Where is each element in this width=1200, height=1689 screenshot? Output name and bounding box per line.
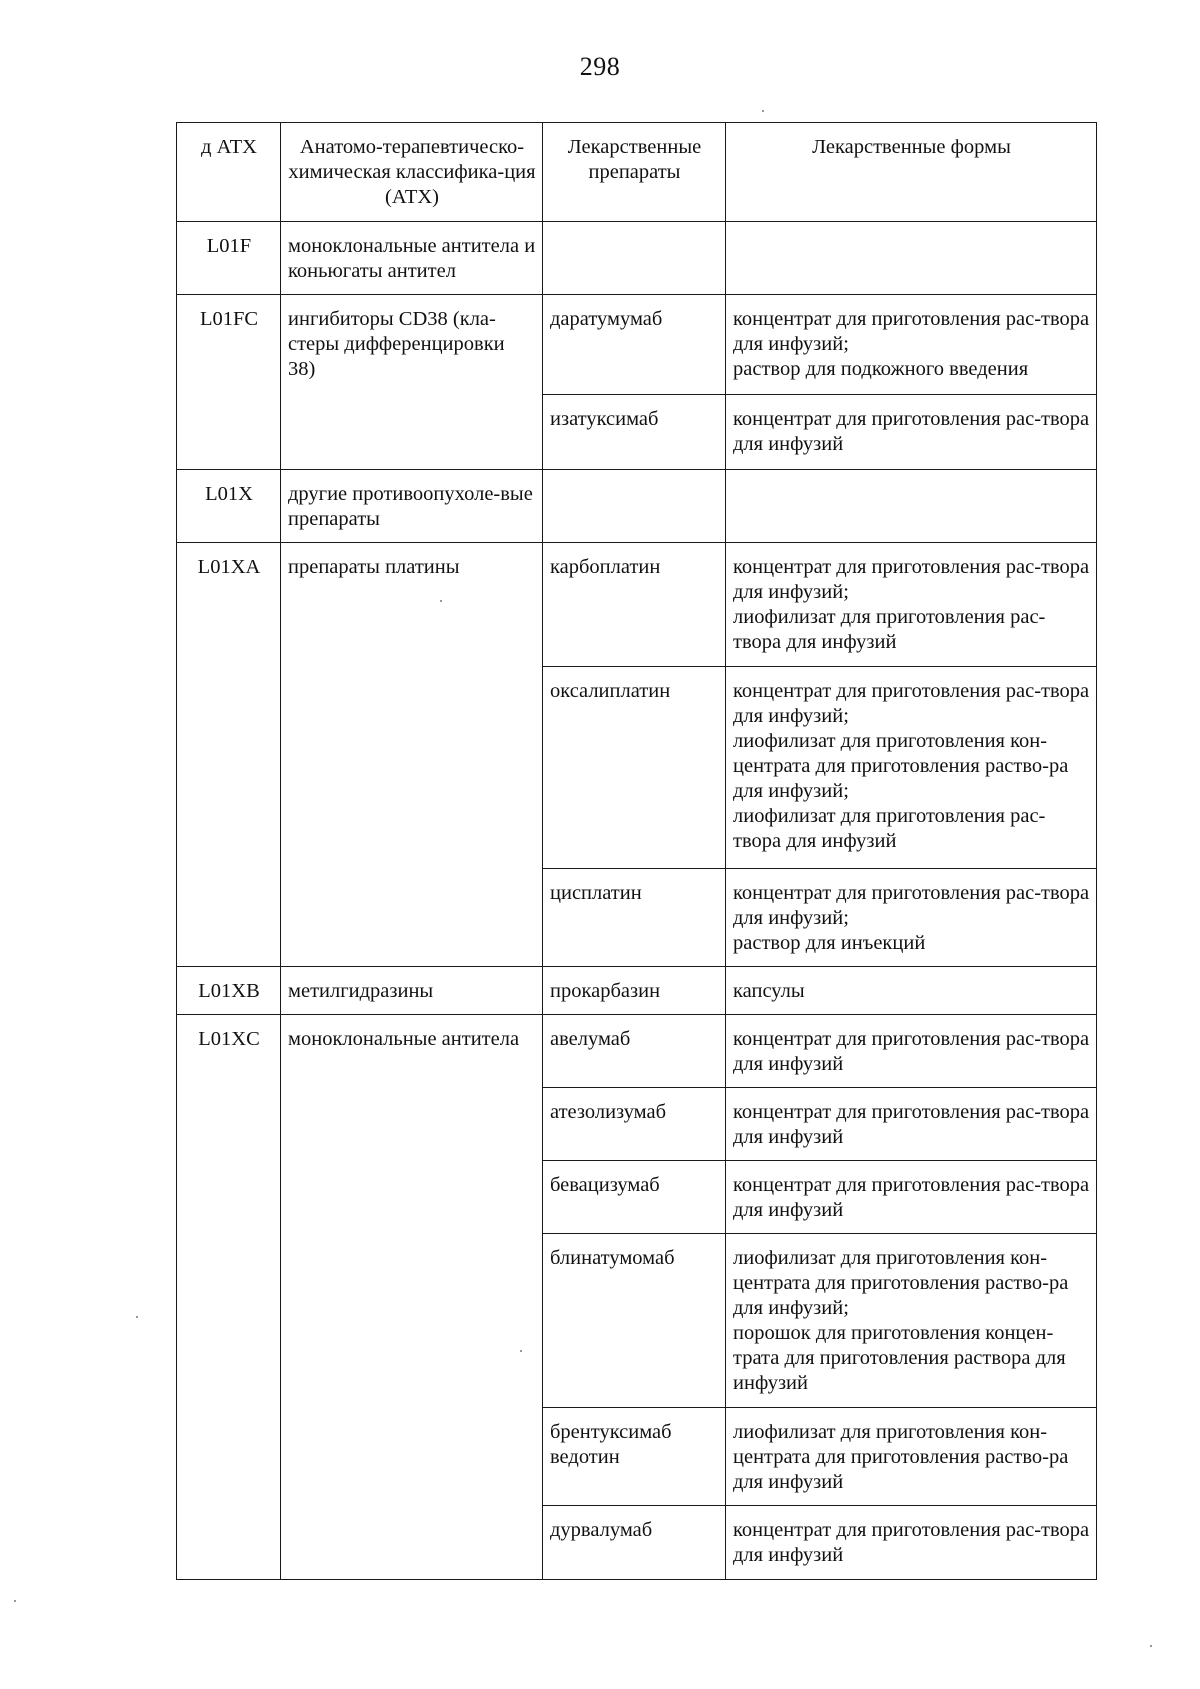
scan-speck: [762, 110, 764, 112]
atx-classification-cell: препараты платины: [281, 543, 543, 967]
drug-name-cell: блинатумомаб: [543, 1234, 726, 1408]
header-atx-code: д АТХ: [177, 123, 281, 222]
drug-name-cell: бевацизумаб: [543, 1161, 726, 1234]
atx-classification-cell: моноклональные антитела: [281, 1015, 543, 1580]
dosage-forms-cell: капсулы: [726, 967, 1097, 1015]
page-number: 298: [579, 52, 621, 81]
scan-speck: [440, 600, 442, 602]
atx-code-cell: L01X: [177, 470, 281, 543]
drug-name-cell: брентуксимаб ведотин: [543, 1408, 726, 1506]
dosage-forms-cell: концентрат для приготовления рас-твора для инфузий: [726, 1088, 1097, 1161]
atx-classification-cell: моноклональные антитела и коньюгаты антител: [281, 222, 543, 295]
atx-code-cell: L01XA: [177, 543, 281, 967]
drug-name-cell: даратумумаб: [543, 295, 726, 395]
scan-speck: [136, 1316, 138, 1318]
dosage-forms-cell: [726, 222, 1097, 295]
drug-name-cell: [543, 222, 726, 295]
dosage-forms-cell: лиофилизат для приготовления кон-центрата для приготовления раство-ра для инфузий: [726, 1408, 1097, 1506]
scan-speck: [14, 1600, 16, 1602]
header-dosage-forms: Лекарственные формы: [726, 123, 1097, 222]
drug-name-cell: дурвалумаб: [543, 1506, 726, 1580]
dosage-forms-cell: концентрат для приготовления рас-твора для инфузий: [726, 1015, 1097, 1088]
dosage-forms-cell: концентрат для приготовления рас-твора для инфузий: [726, 395, 1097, 470]
atx-code-cell: L01FC: [177, 295, 281, 470]
drug-name-cell: цисплатин: [543, 869, 726, 967]
dosage-forms-cell: концентрат для приготовления рас-твора для инфузий; лиофилизат для приготовления рас-твора для инфузий: [726, 543, 1097, 667]
atx-classification-cell: ингибиторы CD38 (кла-стеры дифференцировки 38): [281, 295, 543, 470]
atx-classification-cell: другие противоопухоле-вые препараты: [281, 470, 543, 543]
table-row: [177, 543, 1097, 667]
dosage-forms-cell: лиофилизат для приготовления кон-центрата для приготовления раство-ра для инфузий; порошок для приготовления концен-трата для приготовления раствора для инфузий: [726, 1234, 1097, 1408]
scan-speck: [1150, 1645, 1152, 1647]
atx-code-cell: L01XB: [177, 967, 281, 1015]
header-drugs: Лекарственные препараты: [543, 123, 726, 222]
drug-name-cell: прокарбазин: [543, 967, 726, 1015]
dosage-forms-cell: концентрат для приготовления рас-твора для инфузий: [726, 1506, 1097, 1580]
dosage-forms-cell: [726, 470, 1097, 543]
atx-classification-cell: метилгидразины: [281, 967, 543, 1015]
dosage-forms-cell: концентрат для приготовления рас-твора для инфузий; раствор для инъекций: [726, 869, 1097, 967]
table-row: [177, 1015, 1097, 1088]
drug-name-cell: карбоплатин: [543, 543, 726, 667]
drug-name-cell: оксалиплатин: [543, 667, 726, 869]
drug-name-cell: изатуксимаб: [543, 395, 726, 470]
header-atx-classification: Анатомо-терапевтическо-химическая классифика-ция (АТХ): [281, 123, 543, 222]
dosage-forms-cell: концентрат для приготовления рас-твора для инфузий; лиофилизат для приготовления кон-центрата для приготовления раство-ра для инфузий; лиофилизат для приготовления рас-твора для инфузий: [726, 667, 1097, 869]
atx-code-cell: L01XC: [177, 1015, 281, 1580]
atx-drug-table: [176, 122, 1097, 1580]
table-row: [177, 470, 1097, 543]
table-header-row: [177, 123, 1097, 222]
atx-code-cell: L01F: [177, 222, 281, 295]
table-row: [177, 295, 1097, 395]
drug-name-cell: [543, 470, 726, 543]
table-row: [177, 967, 1097, 1015]
table-row: [177, 222, 1097, 295]
drug-name-cell: атезолизумаб: [543, 1088, 726, 1161]
scan-speck: [520, 1350, 522, 1352]
drug-name-cell: авелумаб: [543, 1015, 726, 1088]
dosage-forms-cell: концентрат для приготовления рас-твора для инфузий; раствор для подкожного введения: [726, 295, 1097, 395]
dosage-forms-cell: концентрат для приготовления рас-твора для инфузий: [726, 1161, 1097, 1234]
